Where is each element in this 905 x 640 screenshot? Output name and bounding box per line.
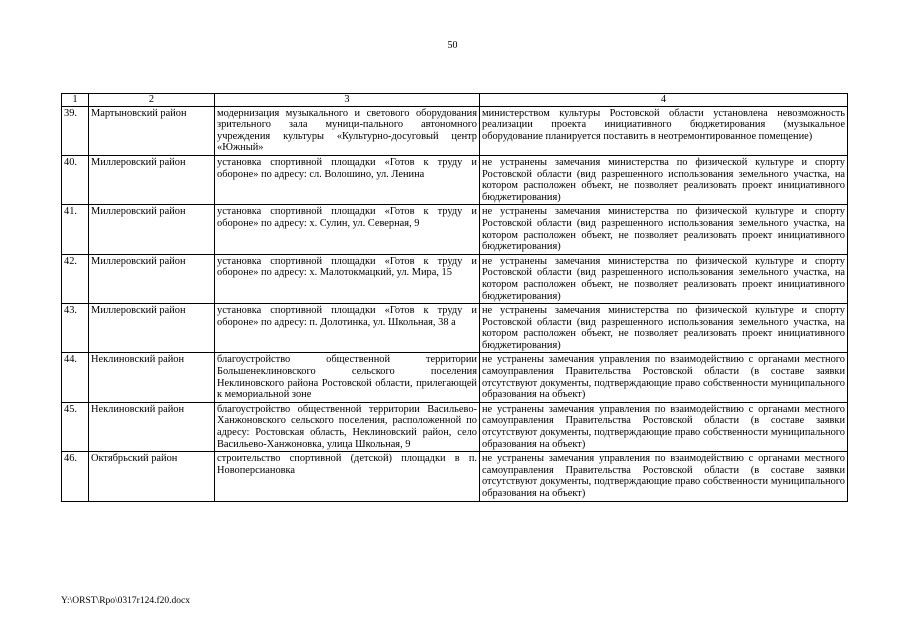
- reason-cell: министерством культуры Ростовской области установлена невозможность реализации проекта инициативного бюджетирования (музыкальное оборудование планируется поставить в неотремонтированное помещение): [480, 106, 848, 155]
- project-cell: установка спортивной площадки «Готов к труду и обороне» по адресу: х. Сулин, ул. Северная, 9: [215, 205, 480, 254]
- reason-cell: не устранены замечания министерства по физической культуре и спорту Ростовской области (вид разрешенного использования земельного участка, на котором расположен объект, не позволяет реализовать проект инициативного бюджетирования): [480, 205, 848, 254]
- project-cell: благоустройство общественной территории Большенеклиновского сельского поселения Неклиновского района Ростовской области, прилегающей к мемориальной зоне: [215, 353, 480, 402]
- district-cell: Миллеровский район: [89, 304, 215, 353]
- project-cell: благоустройство общественной территории Васильево-Ханжоновского сельского поселения, расположенной по адресу: Ростовская область, Неклиновский район, село Васильево-Ханжоновка, улица Школьная, 9: [215, 402, 480, 451]
- district-cell: Миллеровский район: [89, 205, 215, 254]
- row-number: 41.: [62, 205, 89, 254]
- row-number: 39.: [62, 106, 89, 155]
- projects-table: [61, 93, 848, 502]
- reason-cell: не устранены замечания управления по взаимодействию с органами местного самоуправления Правительства Ростовской области (в составе заявки отсутствуют документы, подтверждающие право собственности муниципального образования на объект): [480, 452, 848, 501]
- table-row: [62, 205, 848, 254]
- column-header: 4: [480, 94, 848, 107]
- project-cell: модернизация музыкального и светового оборудования зрительного зала муници-пального автономного учреждения культуры «Культурно-досуговый центр «Южный»: [215, 106, 480, 155]
- district-cell: Октябрьский район: [89, 452, 215, 501]
- table-header-row: [62, 94, 848, 107]
- district-cell: Неклиновский район: [89, 353, 215, 402]
- table-row: [62, 452, 848, 501]
- row-number: 40.: [62, 155, 89, 204]
- table-row: [62, 254, 848, 303]
- project-cell: установка спортивной площадки «Готов к труду и обороне» по адресу: сл. Волошино, ул. Ленина: [215, 155, 480, 204]
- row-number: 42.: [62, 254, 89, 303]
- table-row: [62, 353, 848, 402]
- table-row: [62, 106, 848, 155]
- project-cell: установка спортивной площадки «Готов к труду и обороне» по адресу: п. Долотинка, ул. Школьная, 38 а: [215, 304, 480, 353]
- district-cell: Миллеровский район: [89, 155, 215, 204]
- row-number: 43.: [62, 304, 89, 353]
- row-number: 45.: [62, 402, 89, 451]
- column-header: 2: [89, 94, 215, 107]
- reason-cell: не устранены замечания министерства по физической культуре и спорту Ростовской области (вид разрешенного использования земельного участка, на котором расположен объект, не позволяет реализовать проект инициативного бюджетирования): [480, 254, 848, 303]
- reason-cell: не устранены замечания управления по взаимодействию с органами местного самоуправления Правительства Ростовской области (в составе заявки отсутствуют документы, подтверждающие право собственности муниципального образования на объект): [480, 353, 848, 402]
- row-number: 46.: [62, 452, 89, 501]
- project-cell: строительство спортивной (детской) площадки в п. Новоперсиановка: [215, 452, 480, 501]
- district-cell: Миллеровский район: [89, 254, 215, 303]
- district-cell: Мартыновский район: [89, 106, 215, 155]
- reason-cell: не устранены замечания управления по взаимодействию с органами местного самоуправления Правительства Ростовской области (в составе заявки отсутствуют документы, подтверждающие право собственности муниципального образования на объект): [480, 402, 848, 451]
- table-row: [62, 304, 848, 353]
- document-file-path: Y:\ORST\Rpo\0317r124.f20.docx: [61, 596, 190, 606]
- district-cell: Неклиновский район: [89, 402, 215, 451]
- column-header: 3: [215, 94, 480, 107]
- reason-cell: не устранены замечания министерства по физической культуре и спорту Ростовской области (вид разрешенного использования земельного участка, на котором расположен объект, не позволяет реализовать проект инициативного бюджетирования): [480, 304, 848, 353]
- table-row: [62, 402, 848, 451]
- column-header: 1: [62, 94, 89, 107]
- project-cell: установка спортивной площадки «Готов к труду и обороне» по адресу: х. Малотокмацкий, ул. Мира, 15: [215, 254, 480, 303]
- row-number: 44.: [62, 353, 89, 402]
- page-number: 50: [447, 40, 458, 51]
- table-row: [62, 155, 848, 204]
- reason-cell: не устранены замечания министерства по физической культуре и спорту Ростовской области (вид разрешенного использования земельного участка, на котором расположен объект, не позволяет реализовать проект инициативного бюджетирования): [480, 155, 848, 204]
